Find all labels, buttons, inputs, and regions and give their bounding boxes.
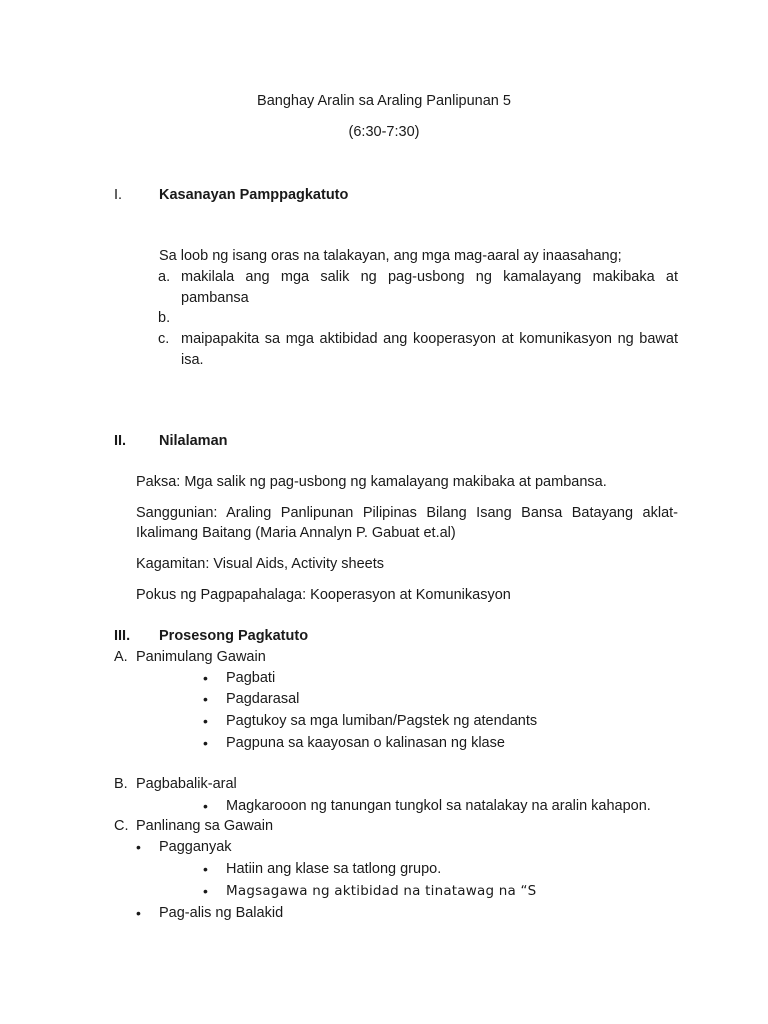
part-b-label: Pagbabalik-aral bbox=[136, 776, 237, 792]
bullet-icon: • bbox=[203, 883, 208, 899]
part-a-marker: A. bbox=[114, 649, 128, 665]
objectives-intro: Sa loob ng isang oras na talakayan, ang mga mag-aaral ay inaasahang; bbox=[159, 248, 622, 264]
part-b-marker: B. bbox=[114, 776, 128, 792]
time-range: (6:30-7:30) bbox=[348, 124, 420, 140]
objective-c-line1: maipapakita sa mga aktibidad ang kooperasyon at komunikasyon ng bawat bbox=[181, 331, 678, 347]
sanggunian-line1: Sanggunian: Araling Panlipunan Pilipinas Bilang Isang Bansa Batayang aklat- bbox=[136, 505, 678, 521]
bullet-icon: • bbox=[136, 905, 141, 921]
section-2-numeral: II. bbox=[114, 433, 127, 449]
bullet-icon: • bbox=[203, 713, 208, 729]
bullet-icon: • bbox=[203, 861, 208, 877]
part-c-marker: C. bbox=[114, 818, 129, 834]
part-a-item-4: Pagpuna sa kaayosan o kalinasan ng klase bbox=[226, 735, 505, 751]
pag-alis-ng-balakid-label: Pag-alis ng Balakid bbox=[159, 905, 284, 921]
objective-a-marker: a. bbox=[158, 269, 171, 285]
bullet-icon: • bbox=[136, 839, 141, 855]
bullet-icon: • bbox=[203, 798, 208, 814]
bullet-icon: • bbox=[203, 691, 208, 707]
sanggunian-line2: Ikalimang Baitang (Maria Annalyn P. Gabuat et.al) bbox=[136, 525, 456, 541]
section-1-numeral: I. bbox=[114, 187, 123, 203]
objective-c-marker: c. bbox=[158, 331, 170, 347]
objective-b-marker: b. bbox=[158, 310, 171, 326]
part-a-item-1: Pagbati bbox=[226, 670, 276, 686]
section-1-heading: Kasanayan Pamppagkatuto bbox=[159, 187, 349, 203]
paksa-line: Paksa: Mga salik ng pag-usbong ng kamalayang makibaka at pambansa. bbox=[136, 474, 607, 490]
section-3-numeral: III. bbox=[114, 628, 131, 644]
section-3-heading: Prosesong Pagkatuto bbox=[159, 628, 309, 644]
part-a-label: Panimulang Gawain bbox=[136, 649, 266, 665]
part-a-item-2: Pagdarasal bbox=[226, 691, 300, 707]
kagamitan-line: Kagamitan: Visual Aids, Activity sheets bbox=[136, 556, 384, 572]
bullet-icon: • bbox=[203, 735, 208, 751]
pagganyak-item-1: Hatiin ang klase sa tatlong grupo. bbox=[226, 861, 442, 877]
objective-c-line2: isa. bbox=[181, 352, 204, 368]
objective-a-line1: makilala ang mga salik ng pag-usbong ng kamalayang makibaka at bbox=[181, 269, 678, 285]
bullet-icon: • bbox=[203, 670, 208, 686]
part-a-item-3: Pagtukoy sa mga lumiban/Pagstek ng atendants bbox=[226, 713, 538, 729]
pagganyak-label: Pagganyak bbox=[159, 839, 232, 855]
part-b-item-1: Magkarooon ng tanungan tungkol sa natalakay na aralin kahapon. bbox=[226, 798, 651, 814]
objective-a-line2: pambansa bbox=[181, 290, 249, 306]
section-2-heading: Nilalaman bbox=[159, 433, 228, 449]
part-c-label: Panlinang sa Gawain bbox=[136, 818, 274, 834]
document-title: Banghay Aralin sa Araling Panlipunan 5 bbox=[257, 93, 511, 109]
pagganyak-item-2: Magsagawa ng aktibidad na tinatawag na “S bbox=[226, 883, 537, 899]
pokus-line: Pokus ng Pagpapahalaga: Kooperasyon at Komunikasyon bbox=[136, 587, 511, 603]
